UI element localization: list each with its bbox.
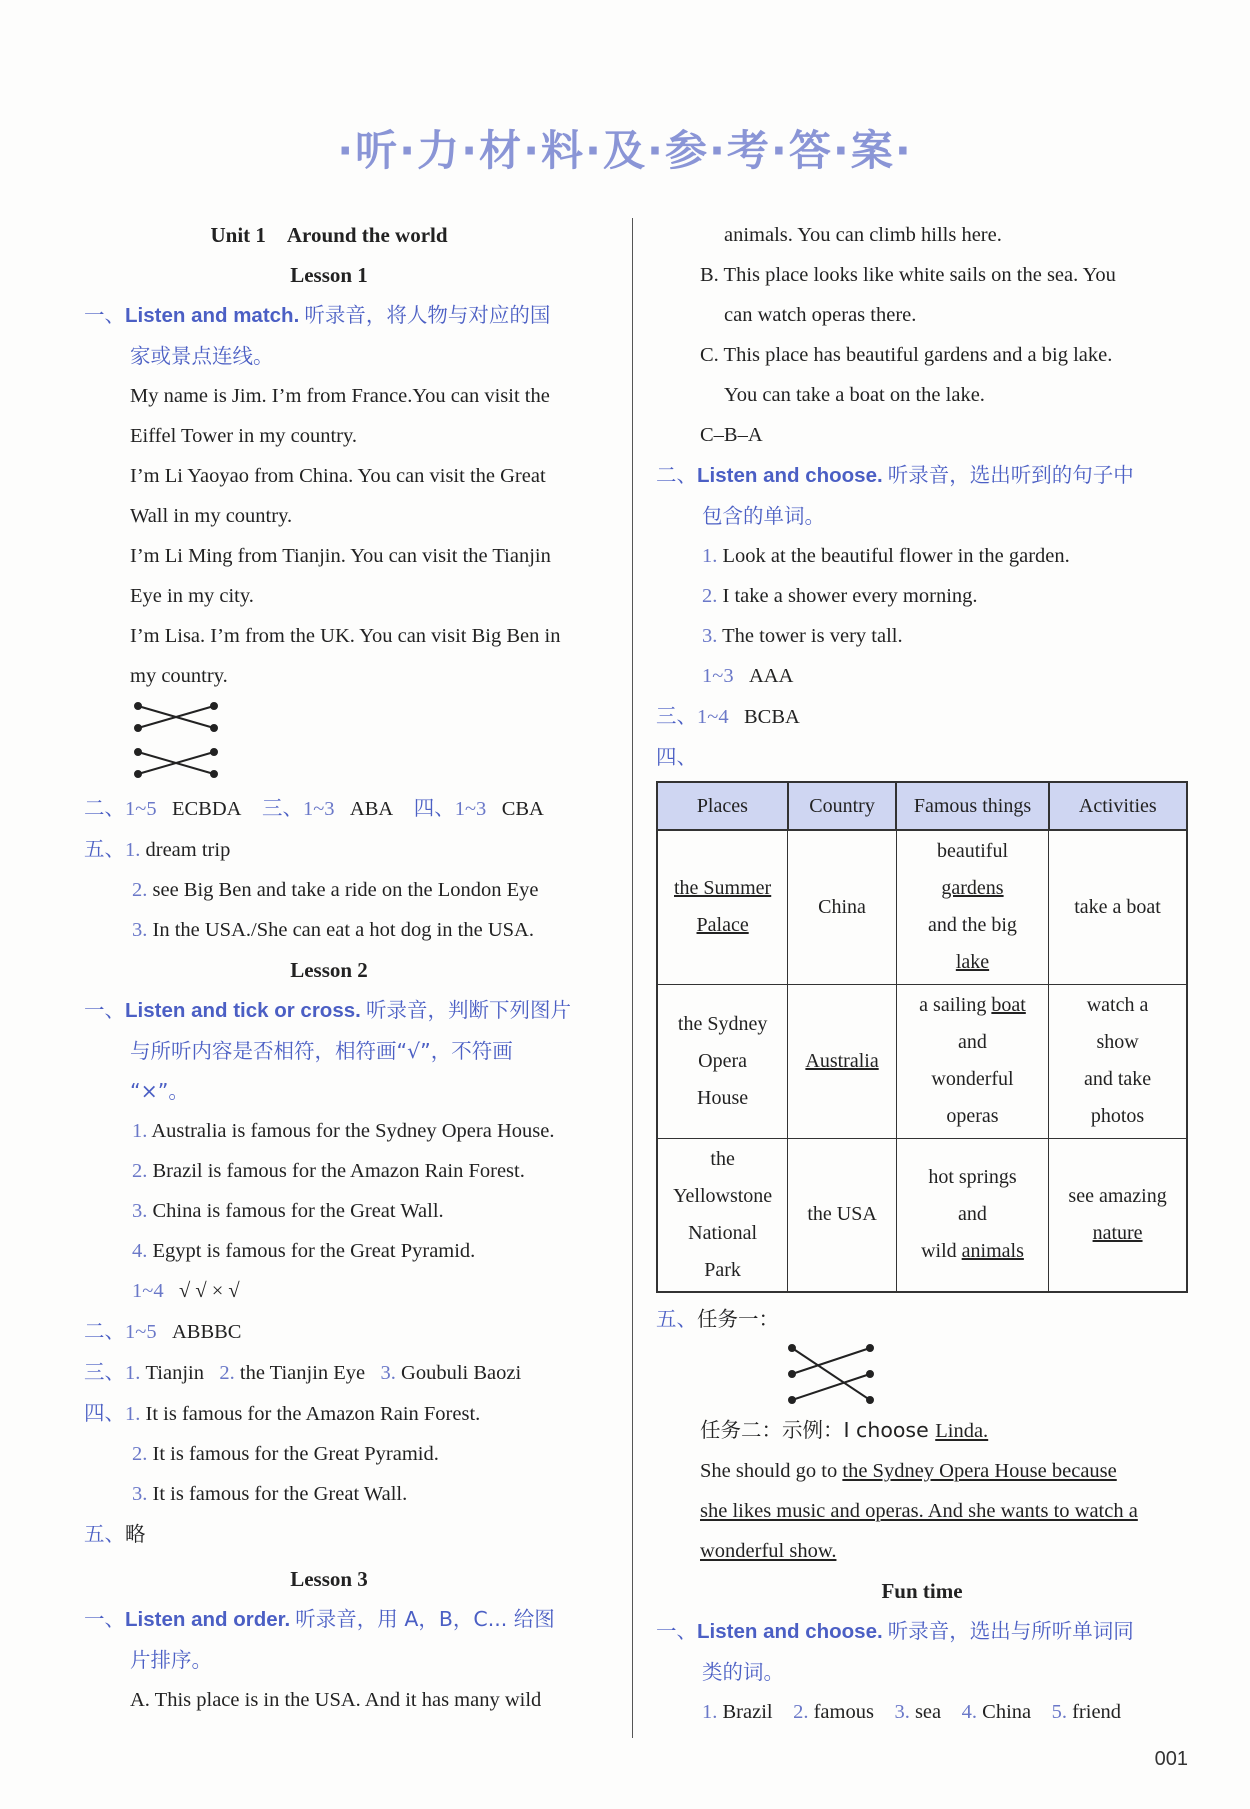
table-cell: watch a show and take photos: [1049, 984, 1187, 1138]
l1-q5-item-3: 3. In the USA./She can eat a hot dog in the USA.: [132, 919, 534, 941]
famous-places-table: [656, 781, 1188, 1293]
l1-q1-heading-cont: 家或景点连线。: [130, 344, 274, 368]
l3-q2-item-1: 1. Look at the beautiful flower in the garden.: [702, 545, 1070, 567]
l1-text-1a: My name is Jim. I’m from France.You can visit the: [130, 385, 550, 407]
l3-option-c: C. This place has beautiful gardens and a big lake.: [700, 344, 1113, 366]
l3-option-b: B. This place looks like white sails on the sea. You: [700, 264, 1116, 286]
l3-q5-task1: 五、任务一：: [656, 1307, 779, 1331]
left-column: [84, 215, 614, 1720]
l2-q1-item-2: 2. Brazil is famous for the Amazon Rain Forest.: [132, 1160, 525, 1182]
l3-q2-heading: 二、Listen and choose. 听录音，选出听到的句子中: [656, 463, 1134, 487]
l2-q1-item-1: 1. Australia is famous for the Sydney Opera House.: [132, 1120, 555, 1142]
fun-q1-items: 1. Brazil 2. famous 3. sea 4. China 5. friend: [702, 1701, 1122, 1723]
l2-q1-item-4: 4. Egypt is famous for the Great Pyramid.: [132, 1240, 476, 1262]
l1-text-4a: I’m Lisa. I’m from the UK. You can visit Big Ben in: [130, 625, 561, 647]
table-header: Places: [657, 782, 788, 830]
column-divider: [632, 218, 633, 1738]
l1-text-1b: Eiffel Tower in my country.: [130, 425, 358, 447]
l3-q5-task2: 任务二：示例：I choose Linda.: [700, 1418, 989, 1442]
l3-q4-marker: 四、: [656, 745, 697, 769]
unit-title: Unit 1 Around the world: [210, 223, 448, 247]
table-cell: take a boat: [1049, 830, 1187, 984]
l2-q1-item-3: 3. China is famous for the Great Wall.: [132, 1200, 444, 1222]
l1-text-2a: I’m Li Yaoyao from China. You can visit the Great: [130, 465, 546, 487]
l3-q3: 三、1~4 BCBA: [656, 704, 800, 728]
l1-text-3b: Eye in my city.: [130, 585, 254, 607]
page-number: 001: [1154, 1748, 1188, 1770]
l2-q5: 五、略: [84, 1522, 146, 1546]
table-cell: the Summer Palace: [657, 830, 788, 984]
fun-time-title: Fun time: [881, 1579, 963, 1603]
l3-option-a: A. This place is in the USA. And it has many wild: [130, 1689, 542, 1711]
l1-q1-heading: 一、Listen and match. 听录音，将人物与对应的国: [84, 303, 551, 327]
l3-q2-item-3: 3. The tower is very tall.: [702, 625, 903, 647]
table-header: Country: [788, 782, 897, 830]
table-cell: a sailing boat and wonderful operas: [896, 984, 1048, 1138]
l3-q2-item-2: 2. I take a shower every morning.: [702, 585, 978, 607]
fun-q1-heading: 一、Listen and choose. 听录音，选出与所听单词同: [656, 1619, 1134, 1643]
table-header-row: [657, 782, 1187, 830]
l3-q1-heading-cont: 片排序。: [130, 1648, 212, 1672]
table-cell: Australia: [788, 984, 897, 1138]
task1-match-diagram: [786, 1342, 876, 1408]
l2-q1-heading: 一、Listen and tick or cross. 听录音，判断下列图片: [84, 998, 571, 1022]
table-row: [657, 830, 1187, 984]
l3-q1-answer: C–B–A: [700, 424, 763, 446]
l3-q5-sentence-2: she likes music and operas. And she wants to watch a: [700, 1500, 1138, 1522]
table-cell: hot springs and wild animals: [896, 1138, 1048, 1292]
l1-answers-row: 二、1~5 ECBDA 三、1~3 ABA 四、1~3 CBA: [84, 796, 544, 820]
l2-q1-answer: 1~4 √ √ × √: [132, 1280, 240, 1302]
table-header: Activities: [1049, 782, 1187, 830]
l1-q5-item-2: 2. see Big Ben and take a ride on the London Eye: [132, 879, 539, 901]
lesson-3-title: Lesson 3: [290, 1567, 368, 1591]
l2-q3: 三、1. Tianjin 2. the Tianjin Eye 3. Goubuli Baozi: [84, 1360, 522, 1384]
l2-q1-heading-cont: 与所听内容是否相符，相符画“√”，不符画: [130, 1039, 513, 1063]
right-column: [656, 215, 1188, 1732]
table-cell: the Yellowstone National Park: [657, 1138, 788, 1292]
table-cell: the Sydney Opera House: [657, 984, 788, 1138]
lesson-2-title: Lesson 2: [290, 958, 368, 982]
l2-q4-item-2: 2. It is famous for the Great Pyramid.: [132, 1443, 439, 1465]
table-row: [657, 1138, 1187, 1292]
lesson-1-title: Lesson 1: [290, 263, 368, 287]
l3-q2-heading-cont: 包含的单词。: [702, 504, 825, 528]
l1-text-4b: my country.: [130, 665, 228, 687]
l2-q1-heading-cont2: “×”。: [130, 1079, 189, 1103]
l1-text-3a: I’m Li Ming from Tianjin. You can visit the Tianjin: [130, 545, 551, 567]
l3-q5-sentence-3: wonderful show.: [700, 1540, 837, 1562]
l3-q1-heading: 一、Listen and order. 听录音，用 A，B，C... 给图: [84, 1607, 555, 1631]
page-title: ·听·力·材·料·及·参·考·答·案·: [337, 126, 913, 175]
l1-text-2b: Wall in my country.: [130, 505, 293, 527]
l1-q5-item-1: 五、1. dream trip: [84, 837, 231, 861]
l3-option-b-cont: can watch operas there.: [724, 304, 917, 326]
table-cell: China: [788, 830, 897, 984]
l3-q5-sentence-1: She should go to the Sydney Opera House because: [700, 1460, 1117, 1482]
l2-q2: 二、1~5 ABBBC: [84, 1319, 242, 1343]
l2-q4-item-3: 3. It is famous for the Great Wall.: [132, 1483, 408, 1505]
table-cell: see amazing nature: [1049, 1138, 1187, 1292]
table-header: Famous things: [896, 782, 1048, 830]
l2-q4-item-1: 四、1. It is famous for the Amazon Rain Forest.: [84, 1401, 481, 1425]
l3-option-a-cont: animals. You can climb hills here.: [724, 224, 1002, 246]
match-lines-diagram: [132, 700, 222, 780]
table-row: [657, 984, 1187, 1138]
table-cell: the USA: [788, 1138, 897, 1292]
table-cell: beautiful gardens and the big lake: [896, 830, 1048, 984]
fun-q1-heading-cont: 类的词。: [702, 1660, 784, 1684]
l3-option-c-cont: You can take a boat on the lake.: [724, 384, 985, 406]
l3-q2-answer: 1~3 AAA: [702, 665, 794, 687]
